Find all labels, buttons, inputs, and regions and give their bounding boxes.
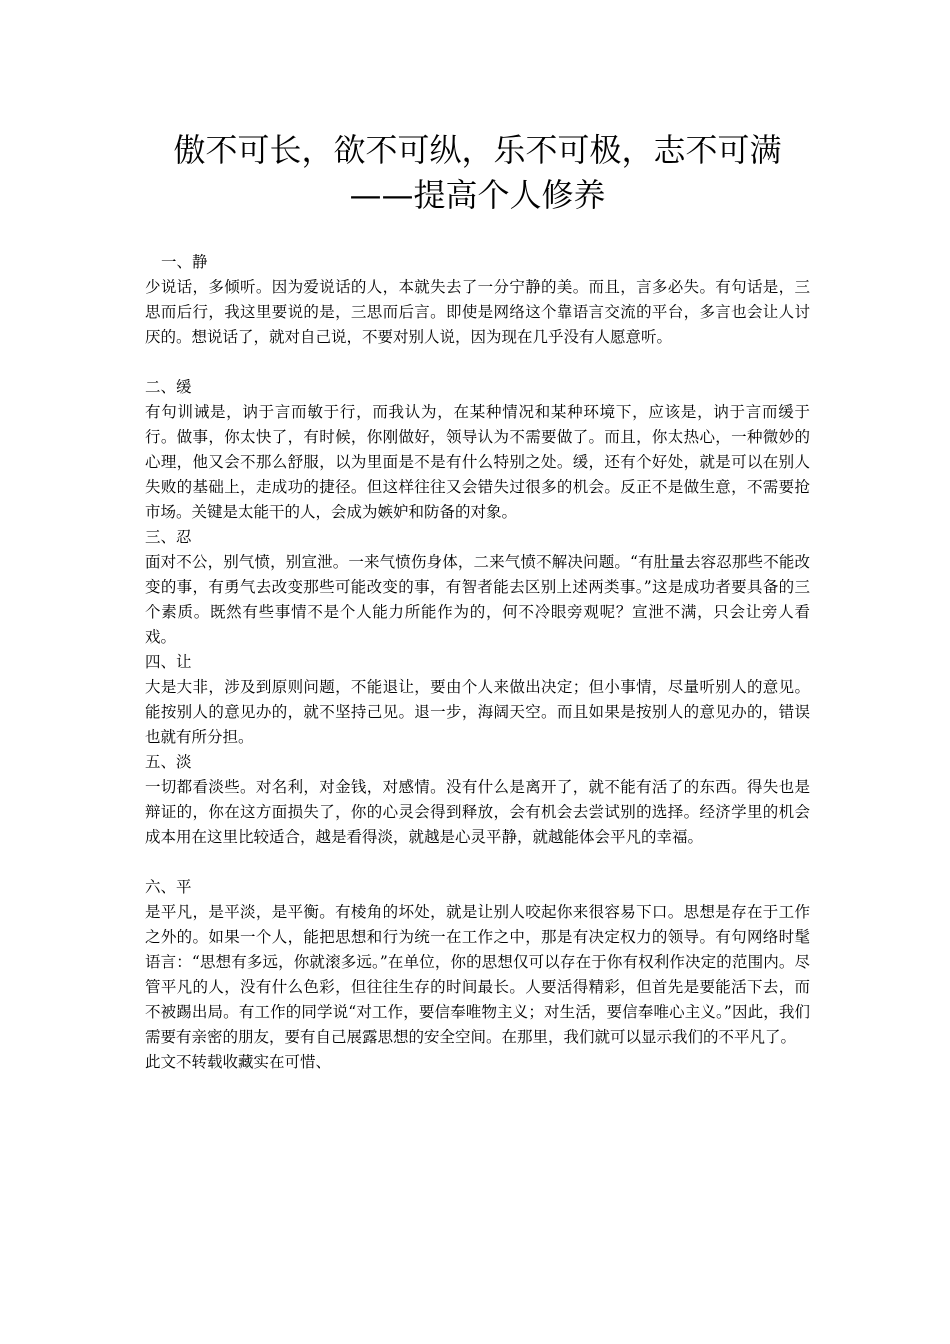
document-title: 傲不可长，欲不可纵，乐不可极，志不可满——提高个人修养 <box>173 131 782 214</box>
section-body-rang: 大是大非，涉及到原则问题，不能退让，要由个人来做出决定；但小事情，尽量听别人的意见。能按别人的意见办的，就不坚持己见。退一步，海阔天空。而且如果是按别人的意见办的，错误也就有所分担。 <box>145 678 810 746</box>
footer-note: 此文不转载收藏实在可惜、 <box>145 1053 332 1071</box>
section-body-dan: 一切都看淡些。对名利，对金钱，对感情。没有什么是离开了，就不能有活了的东西。得失也是辩证的，你在这方面损失了，你的心灵会得到释放，会有机会去尝试别的选择。经济学里的机会成本用在这里比较适合，越是看得淡，就越是心灵平静，就越能体会平凡的幸福。 <box>145 778 810 846</box>
document-page <box>145 0 810 1075</box>
section-heading-ping: 六、平 <box>145 878 192 896</box>
section-heading-ren: 三、忍 <box>145 528 192 546</box>
section-body-huan: 有句训诫是，讷于言而敏于行，而我认为，在某种情况和某种环境下，应该是，讷于言而缓于行。做事，你太快了，有时候，你刚做好，领导认为不需要做了。而且，你太热心，一种微妙的心理，他又会不那么舒服，以为里面是不是有什么特别之处。缓，还有个好处，就是可以在别人失败的基础上，走成功的捷径。但这样往往又会错失过很多的机会。反正不是做生意，不需要抢市场。关键是太能干的人，会成为嫉妒和防备的对象。 <box>145 403 810 521</box>
section-heading-dan: 五、淡 <box>145 753 192 771</box>
document-body <box>145 250 810 1075</box>
blank-line <box>145 350 810 375</box>
blank-line <box>145 850 810 875</box>
section-body-ren: 面对不公，别气愤，别宣泄。一来气愤伤身体，二来气愤不解决问题。“有肚量去容忍那些不能改变的事，有勇气去改变那些可能改变的事，有智者能去区别上述两类事。”这是成功者要具备的三个素质。既然有些事情不是个人能力所能作为的，何不冷眼旁观呢？宣泄不满，只会让旁人看戏。 <box>145 553 810 646</box>
section-heading-rang: 四、让 <box>145 653 192 671</box>
section-heading-huan: 二、缓 <box>145 378 192 396</box>
section-body-ping: 是平凡，是平淡，是平衡。有棱角的坏处，就是让别人咬起你来很容易下口。思想是存在于工作之外的。如果一个人，能把思想和行为统一在工作之中，那是有决定权力的领导。有句网络时髦语言：“思想有多远，你就滚多远。”在单位，你的思想仅可以存在于你有权利作决定的范围内。尽管平凡的人，没有什么色彩，但往往生存的时间最长。人要活得精彩，但首先是要能活下去，而不被踢出局。有工作的同学说“对工作，要信奉唯物主义；对生活，要信奉唯心主义。”因此，我们需要有亲密的朋友，要有自己展露思想的安全空间。在那里，我们就可以显示我们的不平凡了。 <box>145 903 810 1046</box>
section-heading-jing: 一、静 <box>161 253 208 271</box>
section-body-jing: 少说话，多倾听。因为爱说话的人，本就失去了一分宁静的美。而且，言多必失。有句话是，三思而后行，我这里要说的是，三思而后言。即使是网络这个靠语言交流的平台，多言也会让人讨厌的。想说话了，就对自己说，不要对别人说，因为现在几乎没有人愿意听。 <box>145 278 810 346</box>
